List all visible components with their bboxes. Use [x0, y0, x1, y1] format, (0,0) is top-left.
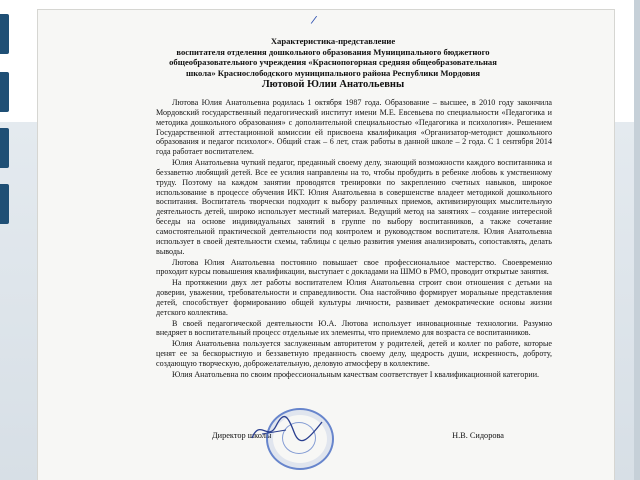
left-tab-marker — [0, 184, 9, 224]
paragraph: Лютова Юлия Анатольевна родилась 1 октября 1987 года. Образование – высшее, в 2010 году закончила Мордовский государственный педагогический институт имени М.Е. Евсевьева по специальности «Педагогика и методика дошкольного образования» с дополнительной специальностью «Педагогика и психология». Решением Государственной аттестационной комиссии ей присвоена квалификация «Организатор-методист дошкольного образования и педагог психолог». Общий стаж – 6 лет, стаж работы в данной школе – 2 года. С 1 сентября 2014 года работает воспитателем. — [156, 98, 552, 157]
left-tab-marker — [0, 72, 9, 112]
handwritten-signature — [248, 412, 326, 446]
paragraph: В своей педагогической деятельности Ю.А. Лютова использует инновационные технологии. Разумно внедряет в воспитательный процесс отдельные их элементы, что приемлемо для возраста се воспитанников. — [156, 318, 552, 338]
right-edge-stripe — [634, 0, 640, 480]
header-line: воспитателя отделения дошкольного образования Муниципального бюджетного — [176, 46, 490, 57]
paragraph: Юлия Анатольевна пользуется заслуженным авторитетом у родителей, детей и коллег по работе, которые ценят ее за бескорыстную и беззаветную преданность своему делу, щедрость души, искренность, доброту, создающую творческую, доброжелательную, деловую атмосферу в коллективе. — [156, 339, 552, 368]
director-name: Н.В. Сидорова — [452, 431, 504, 440]
paragraph: Юлия Анатольевна чуткий педагог, преданный своему делу, знающий возможности каждого воспитанника и беззаветно любящий детей. Все ее усилия направлены на то, чтобы пробудить в ребенке любовь к умственному труду. Поэтому на каждом занятии проводятся тренировки по закреплению счетных навыков, широкое использование в процессе обучения ИКТ. Юлия Анатольевна в совершенстве владеет методикой дошкольного воспитания. Воспитатель творчески подходит к выбору различных приемов, активизирующих мыслительную деятельность детей, широко использует местный материал. Ведущий метод на занятиях – создание интересной беседы на основе индивидуальных занятий в группе по выбору воспитанников, а также сочетание самостоятельной практической деятельности под контролем и руководством воспитателя. Юлия Анатольевна использует в своей деятельности схемы, таблицы с целью развития умения анализировать, сопоставлять, делать выводы. — [156, 158, 552, 256]
paragraph: Юлия Анатольевна по своим профессиональным качествам соответствует I квалификационной категории. — [172, 369, 540, 379]
ink-mark-icon: / — [309, 11, 319, 28]
document-body — [156, 98, 552, 381]
scanned-document-page — [38, 10, 614, 480]
header-line: общеобразовательного учреждения «Краснопогорная средняя общеобразовательная — [169, 57, 497, 68]
paragraph: На протяжении двух лет работы воспитателем Юлия Анатольевна строит свои отношения с детьми на доверии, уважении, требовательности и справедливости. Она настойчиво формирует моральные представления детей, способствует формированию общей культуры личности, развивает демократические основы жизни детского коллектива. — [156, 278, 552, 317]
left-tab-marker — [0, 128, 9, 168]
header-line: Характеристика-представление — [270, 36, 396, 46]
person-name: Лютовой Юлии Анатольевны — [261, 79, 405, 91]
signature-row — [194, 428, 504, 442]
left-tab-marker — [0, 14, 9, 54]
paragraph: Лютова Юлия Анатольевна постоянно повышает свое профессиональное мастерство. Своевременно проходит курсы повышения квалификации, выступает с докладами на ШМО в РМО, проводит открытые занятия. — [156, 257, 552, 277]
director-label: Директор школы — [212, 431, 272, 440]
document-header — [98, 36, 568, 91]
header-line: школа» Краснослободского муниципального района Республики Мордовия — [185, 67, 481, 78]
